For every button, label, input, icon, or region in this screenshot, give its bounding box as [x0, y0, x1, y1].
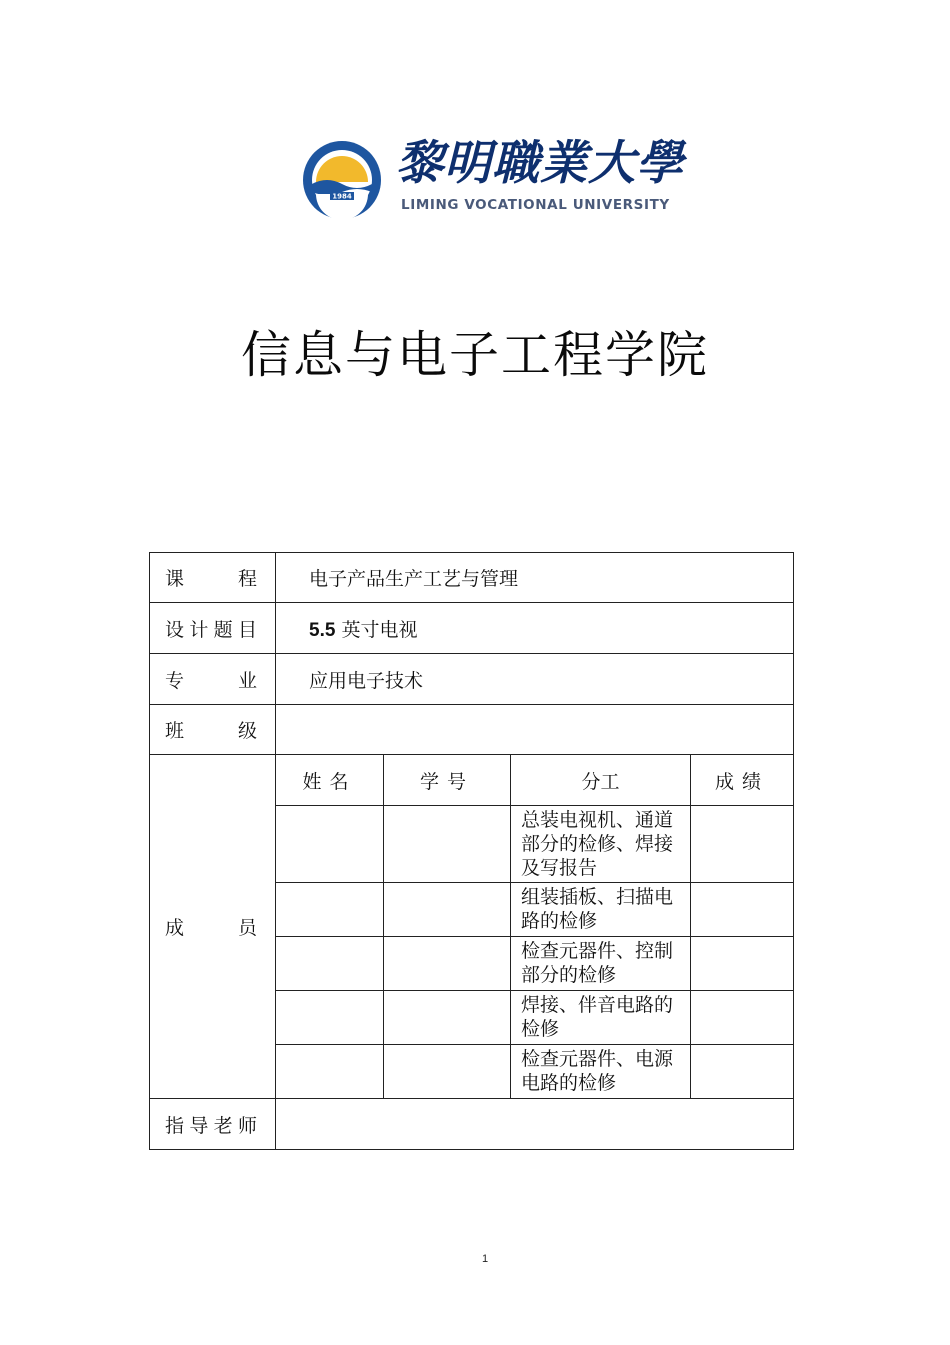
- university-name-cn: 黎明職業大學: [396, 136, 684, 191]
- members-header-id: 学号: [384, 755, 511, 806]
- member-score: [691, 806, 794, 883]
- topic-value: [276, 603, 794, 654]
- members-header-score: 成绩: [691, 755, 794, 806]
- advisor-value: [276, 1099, 794, 1150]
- seal-year: 1984: [332, 192, 352, 201]
- topic-value-text: 英寸电视: [341, 618, 418, 641]
- topic-row: [150, 603, 794, 654]
- major-value: 应用电子技术: [276, 654, 794, 705]
- member-id: [384, 991, 511, 1045]
- member-duty: 检查元器件、控制部分的检修: [511, 937, 691, 991]
- member-name: [276, 991, 384, 1045]
- member-name: [276, 806, 384, 883]
- member-name: [276, 937, 384, 991]
- topic-value-number: 5.5: [309, 619, 336, 641]
- advisor-row: [150, 1099, 794, 1150]
- members-header-row: [150, 755, 794, 806]
- college-title: 信息与电子工程学院: [241, 326, 709, 384]
- course-info-table: [149, 552, 794, 1150]
- member-score: [691, 991, 794, 1045]
- member-score: [691, 937, 794, 991]
- member-id: [384, 806, 511, 883]
- university-name-en: LIMING VOCATIONAL UNIVERSITY: [401, 197, 670, 213]
- class-row: [150, 705, 794, 755]
- member-score: [691, 1045, 794, 1099]
- university-logo: [302, 135, 697, 220]
- member-id: [384, 937, 511, 991]
- topic-label: 设计题目: [150, 603, 276, 654]
- members-header-duty: 分工: [511, 755, 691, 806]
- member-name: [276, 1045, 384, 1099]
- member-duty: 组装插板、扫描电路的检修: [511, 883, 691, 937]
- member-id: [384, 883, 511, 937]
- member-score: [691, 883, 794, 937]
- major-row: [150, 654, 794, 705]
- university-seal-icon: [302, 140, 382, 220]
- member-id: [384, 1045, 511, 1099]
- course-row: [150, 553, 794, 603]
- members-header-name: 姓名: [276, 755, 384, 806]
- major-label: 专业: [150, 654, 276, 705]
- member-name: [276, 883, 384, 937]
- page-number: 1: [481, 1253, 489, 1265]
- course-value: 电子产品生产工艺与管理: [276, 553, 794, 603]
- member-duty: 检查元器件、电源电路的检修: [511, 1045, 691, 1099]
- members-label: 成员: [150, 755, 276, 1099]
- advisor-label: 指导老师: [150, 1099, 276, 1150]
- class-value: [276, 705, 794, 755]
- member-duty: 焊接、伴音电路的检修: [511, 991, 691, 1045]
- course-label: 课程: [150, 553, 276, 603]
- class-label: 班级: [150, 705, 276, 755]
- member-duty: 总装电视机、通道部分的检修、焊接及写报告: [511, 806, 691, 883]
